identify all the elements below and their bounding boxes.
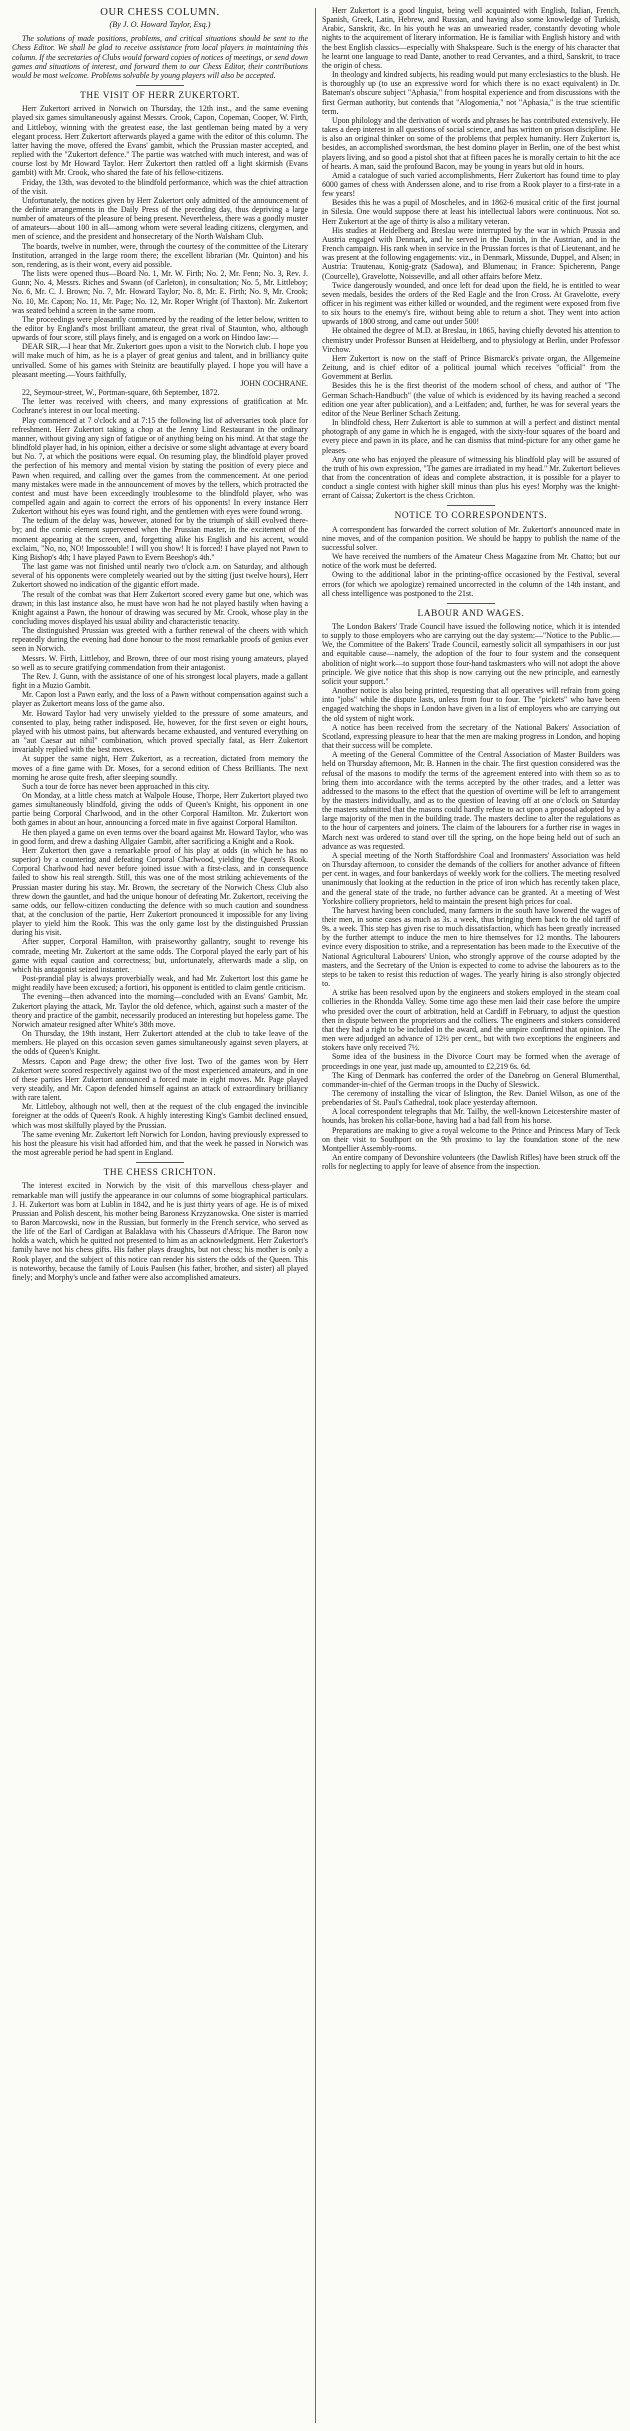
crichton-paragraph: The interest excited in Norwich by the visit of this marvellous chess-player and remarkable man will justify the appearance in our columns of some biographical particulars. J. H. Zukertort was born at Lublin in 1842, and he is just thirty years of age. He is of mixed Prussian and Polish descent, his mother being Baroness Krzyzanowska. One sister is married to Baron Marcowski, now in the Russian, but formerly in the French service, who served as the life of the Earl of Cardigan at Balaklava with his Chasseurs d'Afrique. The Baron now holds a watch, which he quitted not presented to him as an acknowledgment. Herr Zukertort's family have not his chess gifts. His father plays draughts, but not chess; his mother is only a Rook player, and the subject of this notice can render his sisters the odds of the Queen. This is noteworthy, because the family of Louis Paulsen (his father, brother, and sister) all played finely; and Morphy's uncle and father were also accomplished amateurs. [12,1181,308,1282]
crichton-paragraph: Twice dangerously wounded, and once left for dead upon the field, he is entitled to wear seven medals, besides the orders of the Red Eagle and the Iron Cross. At Gravelotte, every officer in his regiment was either killed or wounded, and the regiment were exposed from five to six hours to the enemy's fire, without being able to return a shot. They went into action upwards of 1800 strong, and came out under 500! [322,280,620,327]
zukertort-paragraph: Such a tour de force has never been approached in this city. [22,781,210,791]
column-intro: The solutions of made positions, problems, and critical situations should be sent to the Chess Editor. We shall be glad to receive assistance from local players in maintaining this column. If the secretaries of Clubs would forward copies of notices of meetings, or send down games and situations of interest, and forward them to our Chess Editor, their contributions would be most welcome. Problems solvable by young players will also be accepted. [12,34,308,80]
divider [447,603,495,604]
zukertort-paragraph: On Thursday, the 19th instant, Herr Zukertort attended at the club to take leave of the members. He played on this occasion seven games simultaneously against seven players, at the odds of Queen's Knight. [12,1029,308,1057]
labour-paragraph: The ceremony of installing the vicar of Islington, the Rev. Daniel Wilson, as one of the prebendaries of St. Paul's Cathedral, took place yesterday afternoon. [322,1088,620,1108]
zukertort-heading: THE VISIT OF HERR ZUKERTORT. [80,91,240,102]
zukertort-paragraph: The same evening Mr. Zukertort left Norwich for London, having previously expressed to his host the pleasure his visit had afforded him, and that the week he passed in Norwich was the most agreeable period he had spent in England. [12,1129,308,1158]
zukertort-paragraph: Messrs. Capon and Page drew; the other five lost. Two of the games won by Herr Zukertort were scored respectively against two of the most experienced amateurs, and in one of these parties Herr Zukertort announced a forced mate in eight moves. Mr. Page played very steadily, and Mr. Capon defended himself against an attack of extraordinary brilliancy with rare talent. [12,1056,308,1103]
zukertort-paragraph: The Rev. J. Gunn, with the assistance of one of his strongest local players, made a gallant fight in a Muzio Gambit. [12,671,308,691]
zukertort-paragraph: Friday, the 13th, was devoted to the blindfold performance, which was the chief attraction of the visit. [12,177,308,196]
crichton-paragraph: Herr Zukertort is a good linguist, being well acquainted with English, Italian, French, Spanish, Greek, Latin, Hebrew, and Russian, and having also some knowledge of Turkish, Arabic, Sanskrit, &c. In his youth he was an unwearied reader, constantly devoting whole nights to the acquirement of literary information. He is familiar with English history and with the best English classics—especially with Shakspeare. Such is the energy of his character that he learnt one language to read Dante, another to read Cervantes, and a third, Sanskrit, to trace the origin of chess. [322,6,620,70]
zukertort-paragraph: After supper, Corporal Hamilton, with praiseworthy gallantry, sought to revenge his comrade, meeting Mr. Zukertort at the same odds. The Corporal played the early part of his game with equal caution and correctness; but, unfortunately, afterwards made a slip, on which his antagonist seized instanter. [12,937,308,974]
crichton-paragraph: Besides this he is the first theorist of the modern school of chess, and author of "The German Schach-Handbuch" (the value of which is evidenced by its having reached a second edition one year after publication), and a Leitfaden; and, further, he was for several years the editor of the Neue Berliner Schach Zeitung. [322,381,620,418]
column-divider [315,8,316,2423]
zukertort-paragraph: On Monday, at a little chess match at Walpole House, Thorpe, Herr Zukertort played two games simultaneously blindfold, giving the odds of Queen's Knight, his opponent in one partie being Corporal Charlwood, and in the other Corporal Hamilton. Mr. Zukertort won both games in about an hour, announcing a forced mate in five against Corporal Hamilton. [12,790,308,828]
crichton-paragraph: His studies at Heidelberg and Breslau were interrupted by the war in which Prussia and Austria engaged with Denmark, and he served in the Danish, in the Austrian, and in the French campaign. His rank when in service in the Prussian forces is that of Lieutenant, and he was present at the following engagements: viz., in Denmark, Missunde, Duppel, and Alsen; in Austria: Trautenau, Konig-gratz (Sadowa), and Blumenau; in France: Spicherenn, Pange (Courcelle), Gravelotte, Noisseville, and all other affairs before Metz. [322,225,620,281]
labour-paragraph: Some idea of the business in the Divorce Court may be formed when the average of proceedings in one year, just made up, amounted to £2,219 6s. 6d. [322,1052,620,1071]
labour-paragraph: A special meeting of the North Staffordshire Coal and Ironmasters' Association was held on Thursday afternoon, to consider the demands of the colliers for another advance of fifteen per cent. in wages, and four bankerdays of weekly work for the colliers. The meeting resolved unanimously that looking at the reduction in the price of iron which has recently taken place, and the general state of the trade, no further advance can be granted. At a meeting of West Yorkshire colliery proprietors, held to maintain the present high prices for coal. [322,850,620,906]
zukertort-paragraph: He then played a game on even terms over the board against Mr. Howard Taylor, who was in good form, and drew a dashing Allgaier Gambit, after sacrificing a Knight and a Rook. [12,827,308,846]
zukertort-paragraph: The last game was not finished until nearly two o'clock a.m. on Saturday, and although several of his opponents were completely wearied out by the sitting (just twelve hours), Herr Zukertort showed no indication of the gigantic effort made. [12,562,308,590]
zukertort-paragraph: Play commenced at 7 o'clock and at 7:15 the following list of adversaries took place for refreshment. Herr Zukertort taking a chop at the Jenny Lind Restaurant in the ordinary manner, without giving any sign of fatigue or of anything being on his mind. At that stage the blindfold player had, in his opinion, either a decisive or some slight advantage at every board but No. 7, at which the positions were equal. On resuming play, the blindfold player proved the perfection of his memory and mental vision by stating the position of every piece and Pawn when required, and calling over the games from the commencement. At one period many mistakes were made in the announcement of moves by the tellers, which protracted the contest and must have been exceedingly troublesome to the blindfold player, who was compelled again and again to correct the errors of his opponents! In every instance Herr Zukertort without his eyes was found right, and the gentlemen with eyes were found wrong. [12,415,308,517]
labour-paragraph: Another notice is also being printed, requesting that all operatives will refrain from going into "jobs" while the dispute lasts, unless from four to four. The "pickets" who have been engaged watching the shops in London have given in a list of employers who are carrying out the old system of night work. [322,686,620,723]
zukertort-paragraph: The proceedings were pleasantly commenced by the reading of the letter below, written to the editor by England's most brilliant amateur, the great rival of Staunton, who, although upwards of four score, still plays finely, and is engaged on a work on Hindoo law:— [12,314,308,343]
labour-body [322,622,620,1171]
crichton-body-start [12,1181,308,1282]
zukertort-paragraph: Herr Zukertort arrived in Norwich on Thursday, the 12th inst., and the same evening played six games simultaneously against Messrs. Crook, Capon, Copeman, Cooper, W. Firth, and Littleboy, winning with the greatest ease, the last gentleman being mated by a very elegant process. Herr Zukertort afterwards played a game with the editor of this column. The latter having the move, offered the Evans' gambit, which the Prussian master accepted, and replied with the "Zukertort defence." The partie was watched with much interest, and was of course lost by Mr Howard Taylor. Herr Zukertort then rattled off a light skirmish (Evans gambit) with Mr. Crook, who shared the fate of his fellow-citizens. [12,104,308,178]
zukertort-paragraph: Mr. Capon lost a Pawn early, and the loss of a Pawn without compensation against such a player as Zukertort means loss of the game also. [12,690,308,709]
right-column [322,6,620,2424]
divider [136,1162,184,1163]
zukertort-paragraph: DEAR SIR,—I hear that Mr. Zukertort goes upon a visit to the Norwich club. I hope you will make much of him, as he is a player of great genius and talent, and in brilliancy quite unrivalled. Some of his games with Steinitz are beautifully played. I hope you will have a pleasant meeting.—Yours faithfully, [12,342,308,379]
zukertort-body [12,104,308,1157]
zukertort-paragraph: The evening—then advanced into the morning—concluded with an Evans' Gambit, Mr. Zukertort playing the attack, Mr. Taylor the old defence, which, against such a master of the theory and practice of the gambit, necessarily produced an interesting but hopeless game. The Norwich amateur resigned after White's 38th move. [12,992,308,1029]
crichton-paragraph: Herr Zukertort is now on the staff of Prince Bismarck's private organ, the Allgemeine Zeitung, and is chief editor of a political journal which receives "official" from the Government at Berlin. [322,353,620,382]
zukertort-paragraph: Post-prandial play is always proverbially weak, and had Mr. Zukertort lost this game he might readily have been excused; a fortiori, his opponent is entitled to claim gentle criticism. [12,974,308,993]
labour-paragraph: A strike has been resolved upon by the engineers and stokers employed in the steam coal collieries in the Rhondda Valley. Some time ago these men laid their case before the umpire who presided over the court of arbitration, held at Cardiff in February, to adjust the question then in dispute between the proprietors and the colliers. The engineers and stokers considered that they had a right to be included in the award, and the umpire confirmed that opinion. The men were adjudged an advance of 12½ per cent., but with two exceptions the engineers and stokers have only received 7½. [322,988,620,1053]
crichton-body-continued [322,6,620,500]
zukertort-paragraph: Mr. Howard Taylor had very unwisely yielded to the pressure of some amateurs, and consented to play, being rather indisposed. He, however, for the first seven or eight hours, played with his utmost pains, but afterwards became exhausted, and ventured everything on an "aut Caesar aut nihil" combination, which proved specially fatal, as Herr Zukertort invariably replied with the best moves. [12,708,308,755]
crichton-heading: THE CHESS CRICHTON. [103,1168,217,1179]
crichton-paragraph: Amid a catalogue of such varied accomplishments, Herr Zukertort has found time to play 6000 games of chess with Anderssen alone, and to rise from a Rook player to a first-rate in a few years! [322,170,620,199]
crichton-paragraph: Upon philology and the derivation of words and phrases he has contributed extensively. He takes a deep interest in all questions of social science, and has written on prison discipline. He is also an original thinker on some of the problems that perplex humanity. Herr Zukertort is, besides, an accomplished swordsman, the best domino player in Berlin, one of the best whist players living, and so good a pistol shot that at fifteen paces he is morally certain to hit the ace of hearts. A man, said the profound Bacon, may be young in years but old in hours. [322,115,620,171]
zukertort-paragraph: Unfortunately, the notices given by Herr Zukertort only admitted of the announcement of the definite arrangements in the Daily Press of the preceding day, thus depriving a large number of amateurs of the pleasure of being present. Nevertheless, there was a goodly muster of amateurs—about 100 in all—among whom were several leading citizens, clergymen, and men of science, and the president and honsecretary of the North Walsham Club. [12,195,308,242]
labour-heading: LABOUR AND WAGES. [417,608,525,619]
correspondents-paragraph: Owing to the additional labor in the printing-office occasioned by the Festival, several errors (for which we apologize) remained uncorrected in the column of the 14th instant, and all chess intelligence was postponed to the 21st. [322,570,620,598]
correspondents-body [322,525,620,598]
labour-paragraph: A meeting of the General Committee of the Central Association of Master Builders was held on Thursday afternoon, Mr. B. Hannen in the chair. The first question considered was the refusal of the masons to modify the terms of the agreement entered into with them so as to bring them into accordance with the terms accepted by the other trades, and a letter was addressed to the masons to the effect that the question of overtime will be left to arrangement by the masters individually, and as to the question of leaving off at one o'clock on Saturday the masters submitted that the masons could hardly refuse to act upon a proposal adopted by a large majority of the men in the building trade. The masters decline to alter the regulations as to the hour of carpenters and joiners. The claim of the labourers for a further rise in wages in March next was ordered to stand over till the spring, on the hope being held out of such an advance as was requested. [322,750,620,851]
crichton-paragraph: Any one who has enjoyed the pleasure of witnessing his blindfold play will be assured of the truth of his own expression, "The games are irradiated in my head." Mr. Zukertort believes that from the concentration of ideas and complete abstraction, it is possible for a player to conduct a single contest with higher skill minus than plus his eyes! Morphy was the knight-errant of Caissa; Zukertort is the chess Crichton. [322,454,620,501]
divider [136,85,184,86]
zukertort-paragraph: Herr Zukertort then gave a remarkable proof of his play at odds (in which he has no superior) by a countering and defeating Corporal Charlwood, yielding the Queen's Rook. Corporal Charlwood had never before joined issue with a first-class, and in consequence failed to show his real strength. Still, this was one of the most striking achievements of the Prussian master during his stay. Mr. Brown, the secretary of the Norwich Chess Club also threw down the gauntlet, and had the unique honour of defeating Mr. Zukertort, receiving the same odds, our fellow-citizen conducting the defence with so much caution and soundness that, at the conclusion of the partie, Herr Zukertort pronounced it impossible for any living player to yield him the Rook. This was the only game lost by the distinguished Prussian during his visit. [12,845,308,938]
labour-paragraph: The London Bakers' Trade Council have issued the following notice, which it is intended to supply to those employers who are carrying out the day system:—"Notice to the Public.—We, the Committee of the Bakers' Trade Council, earnestly solicit all sympathisers in our just and equitable cause—namely, the adoption of the four to four system and the consequent abolition of night work—to support those four-hand taskmasters who will not adopt the above principle. We give notice that this shop is now carrying out the new principle, and earnestly solicit your support." [322,622,620,686]
correspondents-heading: NOTICE TO CORRESPONDENTS. [394,511,548,522]
labour-paragraph: An entire company of Devonshire volunteers (the Dawlish Rifles) have been struck off the rolls for neglecting to apply for leave of absence from the inspection. [322,1153,620,1172]
column-title: OUR CHESS COLUMN. [100,7,220,18]
zukertort-paragraph: 22, Seymour-street, W., Portman-square, 6th September, 1872. [22,388,220,398]
crichton-paragraph: He obtained the degree of M.D. at Breslau, in 1865, having chiefly devoted his attention to chemistry under Professor Bunsen at Heidelberg, and to physiology at Berlin, under Professor Virchow. [322,326,620,354]
left-column [12,6,308,2424]
correspondents-paragraph: We have received the numbers of the Amateur Chess Magazine from Mr. Chatto; but our notice of the work must be deferred. [322,552,620,571]
zukertort-paragraph: The lists were opened thus—Board No. 1, Mr. W. Firth; No. 2, Mr. Fenn; No. 3, Rev. J. Gunn; No. 4, Messrs. Riches and Swann (of Carleton), in consultation; No. 5, Mr. Littleboy; No. 6, Mr. C. J. Brown; No. 7, Mr. Howard Taylor; No. 8, Mr. E. Firth; No. 9, Mr. Crook; No. 10, Mr. Capon; No. 11, Mr. Page; No. 12, Mr. Roper Wright (of Thaxton). Mr. Zukertort was seated behind a screen in the same room. [12,269,308,315]
zukertort-paragraph: The distinguished Prussian was greeted with a further renewal of the cheers with which repeatedly during the evening had done honour to the most remarkable proofs of genius ever seen in Norwich. [12,626,308,654]
crichton-paragraph: Besides this he was a pupil of Moscheles, and in 1862-6 musical critic of the first journal in Silesia. One would suppose there at least his intellectual labors were continuous. Not so. Herr Zukertort at the age of thirty is also a military veteran. [322,198,620,226]
labour-paragraph: The harvest having been concluded, many farmers in the south have lowered the wages of their men, in some cases as much as 3s. a week, thus bringing them back to the old tariff of 9s. a week. This step has given rise to much dissatisfaction, which has been greatly increased by the further attempt to induce the men to hire themselves for 12 months. The labourers evince every disposition to strike, and a representation has been made to the Executive of the National Agricultural Labourers' Union, who strongly approve of the course adopted by the masters, and the Secretary of the Union is expected to come to advise the labourers as to the steps to be taken to resist this reduction of wages. The yearly hiring is also strongly objected to. [322,905,620,989]
zukertort-paragraph: At supper the same night, Herr Zukertort, as a recreation, dictated from memory the moves of a fine game with Dr. Moses, for a second edition of Chess Brilliants. The next morning he arose quite fresh, after sleeping soundly. [12,754,308,782]
labour-paragraph: Preparations are making to give a royal welcome to the Prince and Princess Mary of Teck on their visit to Southport on the 9th proximo to lay the foundation stone of the new Montpellier Assembly-rooms. [322,1125,620,1153]
labour-paragraph: A notice has been received from the secretary of the National Bakers' Association of Scotland, expressing pleasure to hear that the men are making progress in London, and hoping that their success will be complete. [322,722,620,751]
labour-paragraph: The King of Denmark has conferred the order of the Danebrog on General Blumenthal, commander-in-chief of the German troops in the Duchy of Sleswick. [322,1070,620,1089]
crichton-paragraph: In theology and kindred subjects, his reading would put many ecclesiastics to the blush. He is thoroughly up (to use an expressive word for which there is no exact equivalent) in Dr. Bateman's obscure subject "Aphasia," from hospital experience and from discussions with the first German authority, but contends that "Alogomenia," not "Aphasia," is the true scientific term. [322,70,620,116]
zukertort-paragraph: The boards, twelve in number, were, through the courtesy of the committee of the Literary Institution, arranged in the large room there; the excellent librarian (Mr. Quinton) and his son, rendering, as is their wont, every aid possible. [12,241,308,269]
correspondents-paragraph: A correspondent has forwarded the correct solution of Mr. Zukertort's announced mate in nine moves, and of the companion position. We should be happy to publish the name of the successful solver. [322,524,620,552]
column-byline: (By J. O. Howard Taylor, Esq.) [109,20,211,30]
zukertort-paragraph: Mr. Littleboy, although not well, then at the request of the club engaged the invincible foreigner at the odds of Queen's Rook. A highly interesting King's Gambit declined ensued, which was most skilfully played by the Prussian. [12,1102,308,1130]
zukertort-paragraph: Messrs. W. Firth, Littleboy, and Brown, three of our most rising young amateurs, played so well as to secure gratifying commendation from their antagonist. [12,653,308,672]
zukertort-paragraph: The result of the combat was that Herr Zukertort scored every game but one, which was drawn; in this last instance also, he must have won had he not played hastily when having a Knight against a Pawn, the honour of drawing was secured by Mr. Crook, whose play in the concluding moves displayed his usual ability and characteristic tenacity. [12,589,308,626]
labour-paragraph: A local correspondent telegraphs that Mr. Tailby, the well-known Leicestershire master of hounds, has broken his collar-bone, having had a bad fall from his horse. [322,1107,620,1126]
zukertort-paragraph: The letter was received with cheers, and many expressions of gratification at Mr. Cochrane's interest in our local meeting. [12,397,308,416]
divider [447,505,495,506]
zukertort-paragraph: The tedium of the delay was, however, atoned for by the triumph of skill evolved there-by; and the comic element supervened when the Prussian master, in the excitement of the moment appearing at the screen, and, forgetting alike his English and his accent, would exclaim, "No, no, NO! Impossouble! I will you show! It is forced! I have played not Pawn to King Bishop's 4th; I have played Pawn to Evern Beeshop's 4th." [12,516,308,562]
crichton-paragraph: In blindfold chess, Herr Zukertort is able to summon at will a perfect and distinct mental photograph of any game in which he is engaged, with the sixty-four squares of the board and every piece and pawn in its place, and he can dismiss that mind-picture for any other game he pleases. [322,418,620,455]
letter-signature: JOHN COCHRANE. [240,378,308,388]
